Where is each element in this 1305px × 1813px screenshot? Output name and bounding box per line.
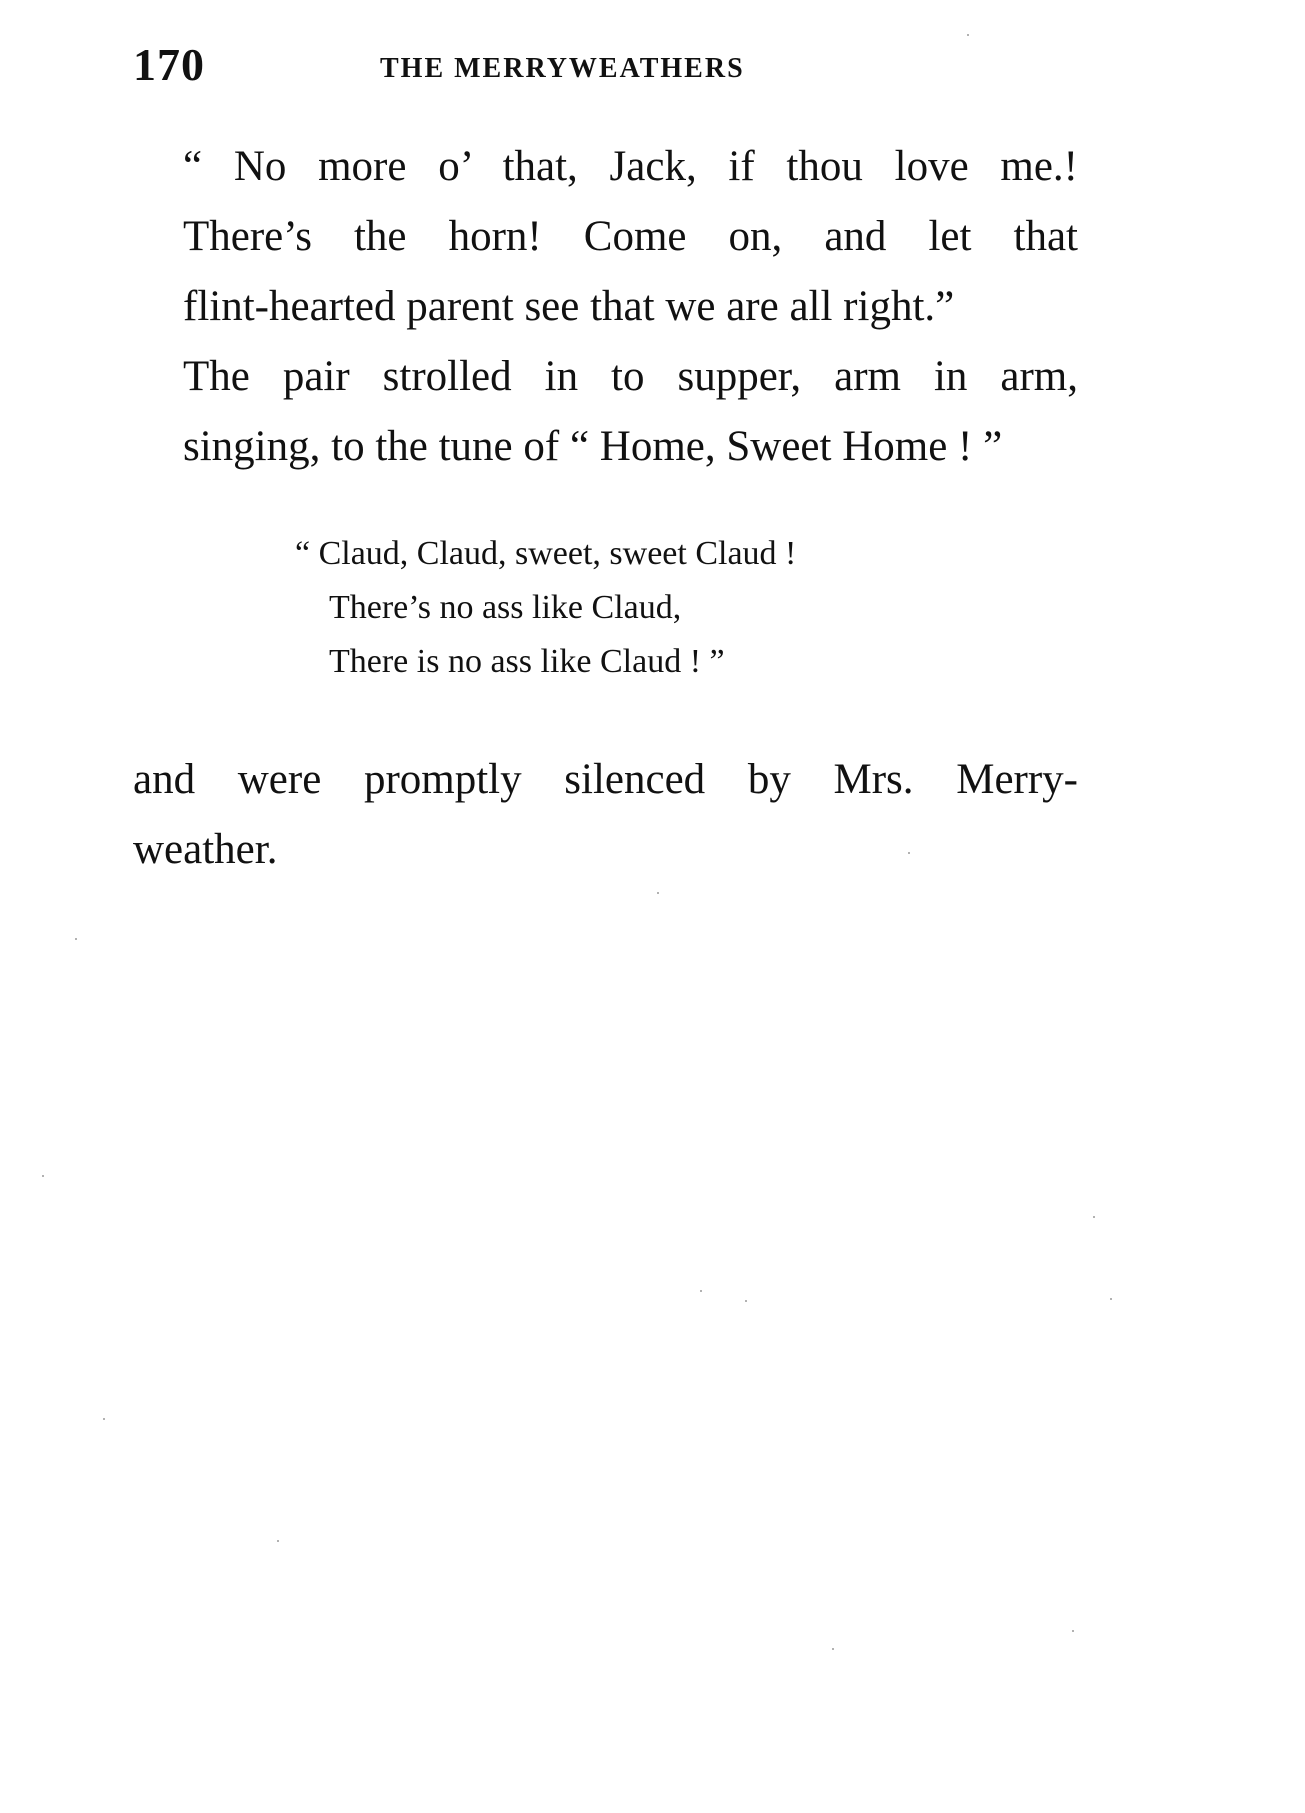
text-line: singing, to the tune of “ Home, Sweet Home ! ”	[183, 423, 1003, 470]
paper-speck	[657, 892, 659, 894]
verse-block	[295, 527, 995, 689]
text-line: and were promptly silenced by Mrs. Merry-	[133, 756, 1078, 803]
paper-speck	[1110, 1298, 1112, 1300]
verse-line: There’s no ass like Claud,	[329, 589, 682, 626]
paper-speck	[700, 1290, 702, 1292]
paper-speck	[908, 852, 910, 854]
paragraph-dialogue	[133, 132, 1078, 342]
paper-speck	[745, 1300, 747, 1302]
paper-speck	[277, 1540, 279, 1542]
text-line: “ No more o’ that, Jack, if thou love me.!	[183, 143, 1078, 190]
verse-line: There is no ass like Claud ! ”	[329, 643, 725, 680]
text-line: There’s the horn! Come on, and let that	[183, 213, 1078, 260]
running-title: THE MERRYWEATHERS	[380, 53, 745, 84]
paper-speck	[42, 1175, 44, 1177]
paragraph-narration	[133, 342, 1078, 482]
verse-line: “ Claud, Claud, sweet, sweet Claud !	[295, 535, 797, 572]
paper-speck	[967, 34, 969, 36]
paper-speck	[1072, 1630, 1074, 1632]
text-line: flint-hearted parent see that we are all right.”	[183, 283, 955, 330]
paper-speck	[832, 1648, 834, 1650]
paper-speck	[103, 1418, 105, 1420]
paper-speck	[75, 938, 77, 940]
paragraph-closing	[133, 745, 1078, 885]
text-line: weather.	[133, 826, 278, 873]
page-number: 170	[133, 39, 205, 90]
paper-speck	[1093, 1216, 1095, 1218]
text-line: The pair strolled in to supper, arm in arm,	[183, 353, 1078, 400]
